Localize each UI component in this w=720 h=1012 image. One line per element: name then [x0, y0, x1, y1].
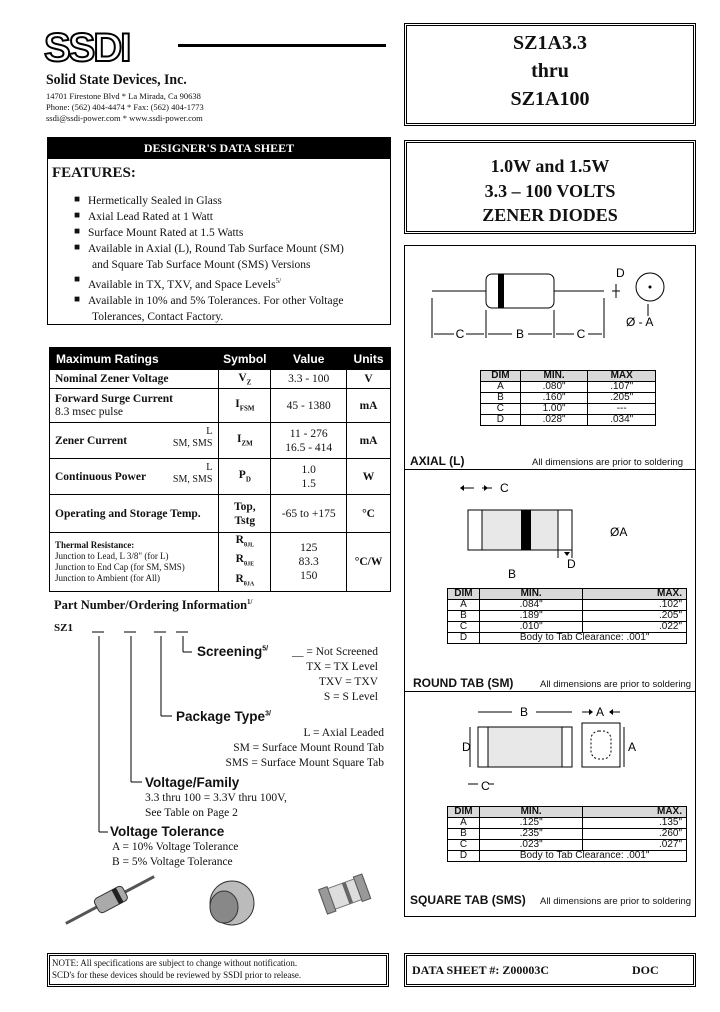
- axial-dim-b: B: [515, 327, 525, 341]
- square-dim-d: D: [462, 740, 471, 754]
- data-sheet-number: DATA SHEET #: Z00003C: [412, 963, 550, 977]
- part-title-2: thru: [531, 60, 569, 82]
- round-dim-d: D: [567, 557, 576, 571]
- square-label: SQUARE TAB (SMS): [410, 893, 526, 907]
- subtitle-3: ZENER DIODES: [482, 205, 618, 225]
- feature-item: ■ Hermetically Sealed in Glass: [74, 194, 222, 207]
- round-label: ROUND TAB (SM): [413, 676, 514, 690]
- axial-dim-c2: C: [576, 327, 586, 341]
- axial-rule: [405, 469, 695, 470]
- table-row: C .023" .027": [448, 840, 687, 851]
- table-row: B .160" .205": [481, 393, 656, 404]
- package-options: L = Axial Leaded SM = Surface Mount Round Tab SMS = Surface Mount Square Tab: [225, 727, 384, 769]
- features-list: [68, 193, 388, 325]
- round-tab-diagram: [404, 474, 696, 584]
- square-dim-a-side: A: [628, 740, 637, 754]
- features-heading: FEATURES:: [52, 165, 136, 181]
- axial-diagram: [404, 258, 696, 368]
- voltage-family-title: Voltage/Family: [145, 775, 240, 790]
- square-tab-diagram: [404, 695, 696, 800]
- voltage-family-options: 3.3 thru 100 = 3.3V thru 100V, See Table on Page 2: [145, 792, 287, 819]
- table-row: A .080" .107": [481, 382, 656, 393]
- table-row: Forward Surge Current 8.3 msec pulse $I_{FSM}$ 45 - 1380 mA: [50, 389, 391, 423]
- ordering-prefix: SZ1: [54, 622, 73, 634]
- table-row: Continuous Power L SM, SMS $P_D$ 1.0 1.5 W: [50, 459, 391, 495]
- voltage-tolerance-options: A = 10% Voltage Tolerance B = 5% Voltage Tolerance: [112, 841, 239, 868]
- screening-options: __ = Not Screened TX = TX Level TXV = TXV S = S Level: [291, 646, 378, 703]
- square-dim-a: A: [596, 705, 605, 719]
- col-header: Units: [347, 348, 391, 370]
- round-dim-b: B: [508, 567, 517, 581]
- table-row: A .084" .102": [448, 600, 687, 611]
- feature-item: ■ Available in Axial (L), Round Tab Surface Mount (SM): [74, 242, 344, 255]
- table-row: C .010" .022": [448, 622, 687, 633]
- table-row: D Body to Tab Clearance: .001": [448, 633, 687, 644]
- feature-item: ■ Surface Mount Rated at 1.5 Watts: [74, 226, 244, 239]
- table-row: B .189" .205": [448, 611, 687, 622]
- company-phone: Phone: (562) 404-4474 * Fax: (562) 404-1773: [46, 102, 204, 112]
- footer-note-1: NOTE: All specifications are subject to change without notification.: [52, 958, 298, 968]
- axial-dim-c1: C: [455, 327, 465, 341]
- round-dim-table: DIM MIN. MAX. A .084" .102" B .189" .205" C .010" .022" D Body to Tab Clearance: .001": [447, 588, 687, 644]
- col-header: Maximum Ratings: [50, 348, 219, 370]
- square-dim-c: C: [481, 779, 490, 793]
- table-row: Thermal Resistance: Junction to Lead, L 3/8" (for L) Junction to End Cap (for SM, SMS) Junction to Ambient (for All) $R_{\theta JL}$ $R_{\theta JE}$ $R_{\theta JA}$ 125 83.3 150 °C/W: [50, 533, 391, 592]
- designer-banner: DESIGNER'S DATA SHEET: [47, 137, 391, 159]
- ssdi-logo: SSDI: [44, 26, 130, 70]
- footer-note-2: SCD's for these devices should be reviewed by SSDI prior to release.: [52, 970, 302, 980]
- table-row: A .125" .135": [448, 818, 687, 829]
- axial-dim-table: DIM MIN. MAX A .080" .107" B .160" .205" C 1.00" --- D .028" .034": [480, 370, 656, 426]
- axial-note: All dimensions are prior to soldering: [532, 457, 684, 468]
- ratings-table: [49, 347, 391, 592]
- ordering-heading: Part Number/Ordering Information$^{1/}$: [54, 598, 253, 613]
- table-row: C 1.00" ---: [481, 404, 656, 415]
- axial-label: AXIAL (L): [410, 454, 465, 468]
- square-dim-table: DIM MIN. MAX. A .125" .135" B .235" .260" C .023" .027" D Body to Tab Clearance: .001": [447, 806, 687, 862]
- square-dim-b: B: [520, 705, 529, 719]
- table-row: D Body to Tab Clearance: .001": [448, 851, 687, 862]
- feature-item: and Square Tab Surface Mount (SMS) Versions: [92, 259, 311, 271]
- round-rule: [405, 691, 695, 692]
- device-photos: [60, 855, 390, 935]
- axial-dim-a: Ø - A: [626, 315, 654, 329]
- square-note: All dimensions are prior to soldering: [540, 896, 692, 907]
- company-name: Solid State Devices, Inc.: [46, 72, 187, 88]
- table-row: D .028" .034": [481, 415, 656, 426]
- col-header: Symbol: [219, 348, 271, 370]
- company-web: ssdi@ssdi-power.com * www.ssdi-power.com: [46, 113, 203, 123]
- table-row: Zener Current L SM, SMS $I_{ZM}$ 11 - 276 16.5 - 414 mA: [50, 423, 391, 459]
- feature-item: ■ Axial Lead Rated at 1 Watt: [74, 210, 214, 223]
- logo-rule: [178, 44, 386, 47]
- voltage-tolerance-title: Voltage Tolerance: [110, 824, 225, 839]
- axial-dim-d: D: [616, 266, 625, 280]
- round-dim-a: ØA: [610, 525, 628, 539]
- subtitle-2: 3.3 – 100 VOLTS: [484, 181, 616, 201]
- table-row: B .235" .260": [448, 829, 687, 840]
- feature-item: Tolerances, Contact Factory.: [92, 310, 224, 323]
- round-dim-c: C: [500, 481, 509, 495]
- screening-title: Screening$^{5/}$: [197, 644, 269, 659]
- round-note: All dimensions are prior to soldering: [540, 679, 692, 690]
- part-title-1: SZ1A3.3: [513, 32, 587, 54]
- company-address: 14701 Firestone Blvd * La Mirada, Ca 90638: [46, 91, 201, 101]
- part-title-3: SZ1A100: [510, 88, 590, 110]
- table-row: Operating and Storage Temp. Top, Tstg -65 to +175 °C: [50, 495, 391, 533]
- col-header: Value: [271, 348, 347, 370]
- table-row: Nominal Zener Voltage $V_Z$ 3.3 - 100 V: [50, 370, 391, 389]
- feature-item: ■ Available in 10% and 5% Tolerances. For other Voltage: [74, 293, 344, 307]
- subtitle-1: 1.0W and 1.5W: [490, 156, 610, 176]
- feature-item: ■ Available in TX, TXV, and Space Levels$^{5/}$: [74, 274, 282, 291]
- doc-label: DOC: [632, 963, 659, 977]
- package-title: Package Type$^{3/}$: [176, 709, 271, 724]
